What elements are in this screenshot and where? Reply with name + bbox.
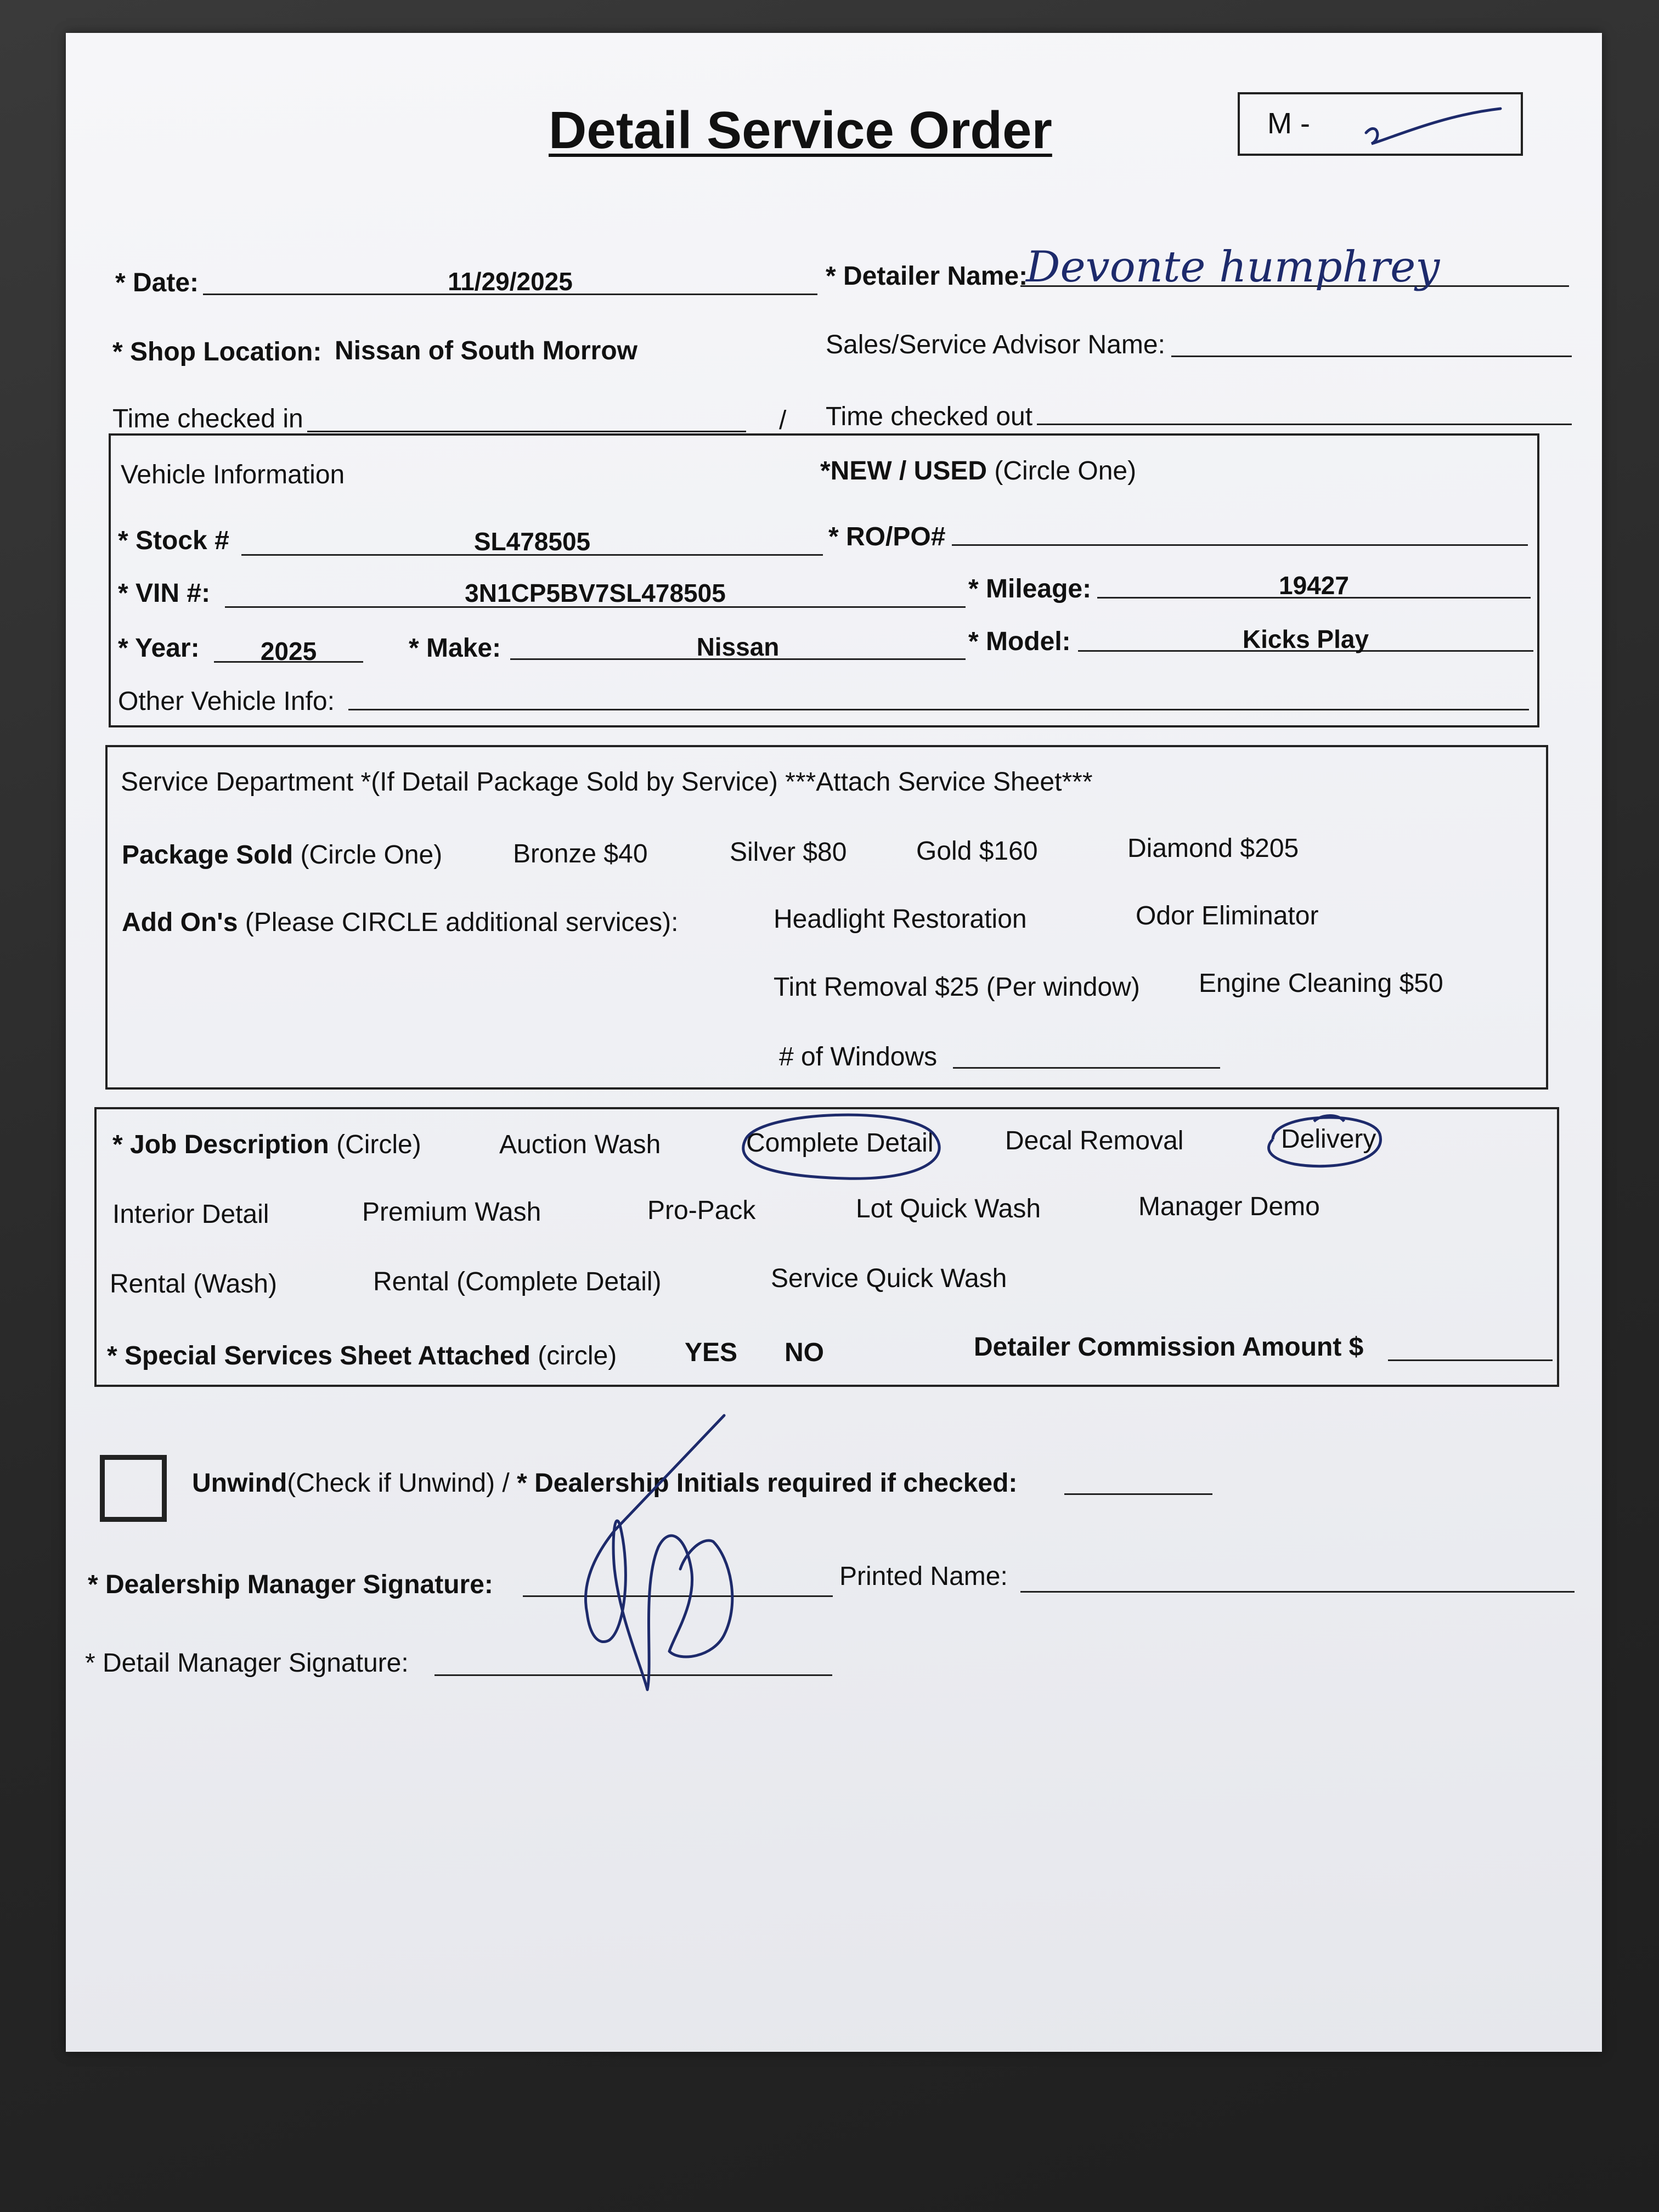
- windows-count-label: # of Windows: [779, 1042, 938, 1071]
- initials-line[interactable]: [1064, 1493, 1212, 1495]
- new-used-hint: (Circle One): [994, 456, 1137, 486]
- job-lot-quick-wash[interactable]: Lot Quick Wash: [856, 1194, 1041, 1223]
- model-value[interactable]: Kicks Play: [1242, 625, 1369, 653]
- package-diamond[interactable]: Diamond $205: [1127, 834, 1299, 863]
- addon-odor-eliminator[interactable]: Odor Eliminator: [1136, 901, 1319, 930]
- page-title: Detail Service Order: [549, 101, 1052, 160]
- advisor-name-line[interactable]: [1171, 356, 1572, 357]
- job-decal-removal[interactable]: Decal Removal: [1005, 1126, 1184, 1155]
- job-rental-complete-detail[interactable]: Rental (Complete Detail): [373, 1267, 662, 1296]
- m-number-label: M -: [1267, 107, 1310, 140]
- detailer-name-handwritten[interactable]: Devonte humphrey: [1026, 242, 1440, 292]
- vin-value[interactable]: 3N1CP5BV7SL478505: [465, 579, 726, 607]
- time-out-label: Time checked out: [826, 402, 1033, 431]
- checkmark-scribble-icon: [1361, 99, 1509, 148]
- year-label: * Year:: [118, 634, 200, 663]
- mileage-label: * Mileage:: [968, 574, 1092, 603]
- unwind-checkbox[interactable]: [100, 1455, 167, 1522]
- special-services-no[interactable]: NO: [785, 1338, 824, 1367]
- package-bronze[interactable]: Bronze $40: [513, 839, 648, 868]
- mileage-value[interactable]: 19427: [1279, 571, 1349, 600]
- detailer-name-label: * Detailer Name:: [826, 262, 1028, 291]
- other-info-line[interactable]: [348, 709, 1529, 710]
- job-interior-detail[interactable]: Interior Detail: [112, 1200, 269, 1229]
- job-premium-wash[interactable]: Premium Wash: [362, 1198, 541, 1227]
- job-pro-pack[interactable]: Pro-Pack: [647, 1196, 756, 1225]
- add-ons-hint: (Please CIRCLE additional services):: [245, 908, 679, 937]
- job-description-label: * Job Description: [112, 1130, 329, 1159]
- package-sold-label: Package Sold: [122, 840, 294, 870]
- job-complete-detail[interactable]: Complete Detail: [746, 1128, 934, 1158]
- time-out-line[interactable]: [1037, 424, 1572, 425]
- initials-required-label: * Dealership Initials required if checked:: [517, 1469, 1018, 1498]
- stock-value[interactable]: SL478505: [473, 527, 591, 556]
- dealership-manager-signature-label: * Dealership Manager Signature:: [88, 1570, 493, 1599]
- time-in-label: Time checked in: [112, 404, 303, 433]
- job-service-quick-wash[interactable]: Service Quick Wash: [771, 1264, 1007, 1293]
- time-separator: /: [779, 406, 787, 435]
- other-info-label: Other Vehicle Info:: [118, 687, 335, 716]
- commission-label: Detailer Commission Amount $: [974, 1333, 1364, 1362]
- package-gold[interactable]: Gold $160: [916, 837, 1038, 866]
- ro-po-line[interactable]: [952, 544, 1528, 546]
- date-label: * Date:: [115, 268, 199, 297]
- job-rental-wash[interactable]: Rental (Wash): [110, 1269, 277, 1299]
- commission-line[interactable]: [1388, 1359, 1553, 1361]
- shop-location-label: * Shop Location:: [112, 337, 322, 366]
- special-services-hint: (circle): [538, 1341, 617, 1370]
- year-value[interactable]: 2025: [260, 637, 317, 665]
- addon-headlight-restoration[interactable]: Headlight Restoration: [774, 905, 1027, 934]
- package-sold-hint: (Circle One): [300, 840, 443, 870]
- stock-label: * Stock #: [118, 526, 229, 555]
- job-manager-demo[interactable]: Manager Demo: [1138, 1192, 1320, 1221]
- delivery-circle-mark: [1262, 1109, 1393, 1175]
- addon-engine-cleaning[interactable]: Engine Cleaning $50: [1199, 969, 1443, 998]
- job-description-hint: (Circle): [336, 1130, 421, 1159]
- advisor-name-label: Sales/Service Advisor Name:: [826, 330, 1165, 359]
- special-services-field: [107, 1343, 617, 1369]
- m-number-box[interactable]: [1238, 92, 1523, 156]
- windows-count-line[interactable]: [953, 1067, 1220, 1069]
- make-label: * Make:: [409, 634, 501, 663]
- addon-tint-removal[interactable]: Tint Removal $25 (Per window): [774, 973, 1140, 1002]
- date-value[interactable]: 11/29/2025: [448, 267, 573, 296]
- new-used-label: *NEW / USED: [820, 456, 988, 486]
- special-services-yes[interactable]: YES: [685, 1338, 738, 1367]
- ro-po-label: * RO/PO#: [828, 522, 946, 551]
- manager-signature-scribble: [560, 1404, 790, 1712]
- detail-manager-signature-label: * Detail Manager Signature:: [85, 1649, 409, 1678]
- service-order-sheet: [66, 33, 1602, 2052]
- printed-name-label: Printed Name:: [839, 1562, 1008, 1591]
- vehicle-info-heading: Vehicle Information: [121, 460, 345, 489]
- unwind-label: Unwind: [192, 1469, 287, 1498]
- model-label: * Model:: [968, 627, 1071, 656]
- printed-name-line[interactable]: [1020, 1591, 1575, 1593]
- unwind-hint: (Check if Unwind) /: [287, 1469, 517, 1498]
- package-silver[interactable]: Silver $80: [730, 838, 847, 867]
- service-heading: Service Department *(If Detail Package Sold by Service) ***Attach Service Sheet***: [121, 768, 1093, 797]
- add-ons-label: Add On's: [122, 908, 238, 937]
- job-auction-wash[interactable]: Auction Wash: [499, 1130, 661, 1159]
- complete-detail-circle-mark: [724, 1108, 960, 1185]
- shop-location-value: Nissan of South Morrow: [335, 336, 637, 365]
- special-services-label: * Special Services Sheet Attached: [107, 1341, 531, 1370]
- make-value[interactable]: Nissan: [696, 633, 780, 661]
- vin-label: * VIN #:: [118, 579, 211, 608]
- job-delivery[interactable]: Delivery: [1281, 1125, 1376, 1154]
- new-used-field[interactable]: [820, 458, 1136, 484]
- time-in-line[interactable]: [307, 431, 746, 432]
- package-sold-field: [122, 842, 442, 868]
- job-description-field: [112, 1132, 421, 1158]
- add-ons-field: [122, 910, 678, 936]
